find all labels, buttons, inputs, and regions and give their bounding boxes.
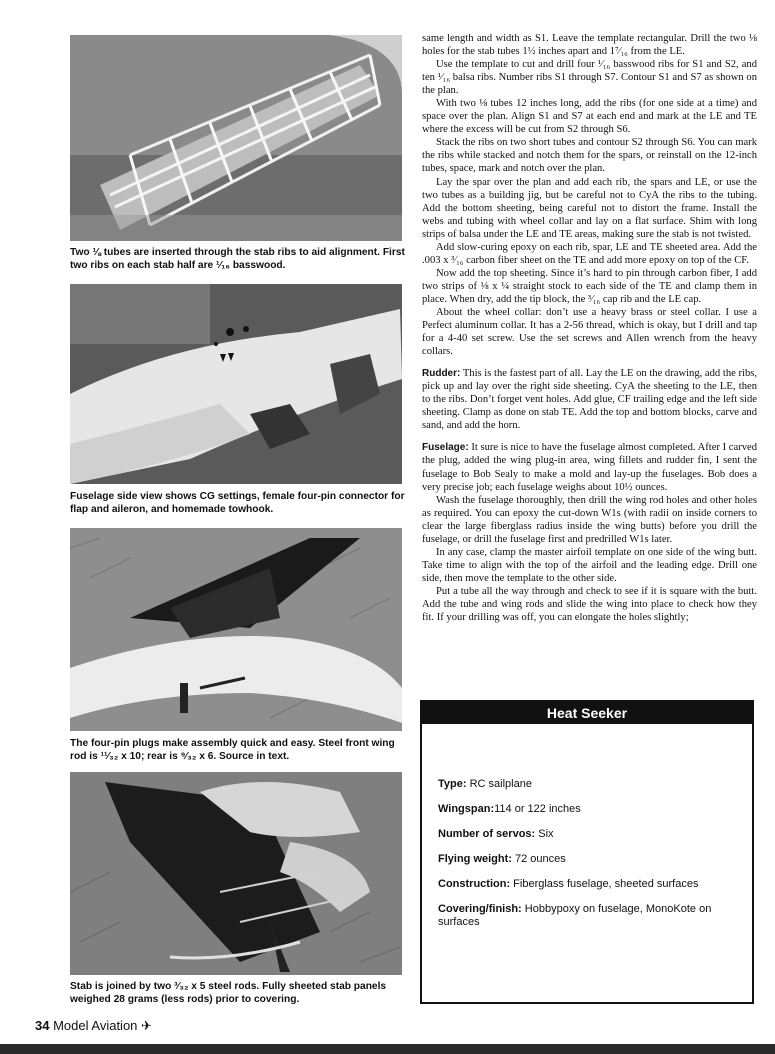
spec-sidebar	[420, 700, 754, 1004]
rudder-text: This is the fastest part of all. Lay the LE on the drawing, add the ribs, pick up and lay over the right side sheeting. CyA the sheeting to the LE, then to the ribs. Don’t forget vent holes. Add glue, CF trailing edge and the left side sheeting. Clamp as done on stab TE. Add the top and bottom blocks, carve and sand, and add the horn.	[422, 368, 758, 432]
spec-label: Flying weight:	[438, 853, 512, 865]
article-paragraph: Lay the spar over the plan and add each rib, the spars and LE, or use the two tubes as a building jig, but be careful not to CyA the ribs to the tubing. Add the bottom sheeting, being careful not to distort the frame. Install the webs and tubing with wheel collar and lay on a flat surface. Shim with long strips of balsa under the LE and TE areas, making sure the stab is not twisted.	[422, 176, 757, 240]
article-body	[422, 32, 757, 624]
spec-value: Fiberglass fuselage, sheeted surfaces	[513, 878, 699, 890]
article-paragraph: Wash the fuselage thoroughly, then drill the wing rod holes and other holes as required. You can epoxy the cut-down W1s (with radii on inside corners to clear the large fiberglass radius inside the wing butts) before you drill the fuselage, or drill the fuselage first and predrilled W1s later.	[422, 494, 757, 545]
magazine-name: Model Aviation	[53, 1018, 138, 1033]
airplane-icon: ✈	[141, 1018, 152, 1033]
article-paragraph: Stack the ribs on two short tubes and contour S2 through S6. You can mark the ribs while stacked and notch them for the spars, or reinstall on the 12-inch tubes, space, mark and notch over the plan.	[422, 137, 757, 175]
article-paragraph: In any case, clamp the master airfoil template on one side of the wing butt. Take time to align with the top of the airfoil and the leading edge. Drill one side, then move the template to the other side.	[422, 546, 757, 584]
plugs-photo	[70, 528, 402, 731]
stab-ribs-caption: Two ⅛ tubes are inserted through the stab ribs to aid alignment. First two ribs on each stab half are ¹⁄₁₆ basswood.	[70, 247, 405, 271]
spec-list	[438, 778, 738, 941]
page-footer	[35, 1018, 152, 1034]
stab-panel-photo	[70, 772, 402, 975]
spec-weight	[438, 853, 738, 866]
spec-type	[438, 778, 738, 791]
article-paragraph: With two ⅛ tubes 12 inches long, add the ribs (for one side at a time) and space over the plan. Align S1 and S7 at each end and mark at the LE and TE where the excess will be cut from S2 through S6.	[422, 98, 757, 136]
article-paragraph: Put a tube all the way through and check to see if it is square with the butt. Add the tube and wing rods and slide the wing into place to check how they fit. If your drilling was off, you can elongate the holes slightly;	[422, 585, 757, 624]
spec-value: Six	[538, 828, 554, 840]
sidebar-title: Heat Seeker	[422, 702, 752, 724]
spec-label: Wingspan:	[438, 803, 495, 815]
fuselage-photo	[70, 284, 402, 484]
spec-value: RC sailplane	[469, 778, 532, 790]
spec-label: Covering/finish:	[438, 903, 522, 915]
fuselage-heading: Fuselage:	[422, 442, 469, 454]
rudder-section	[422, 367, 757, 432]
spec-label: Number of servos:	[438, 828, 536, 840]
rudder-heading: Rudder:	[422, 368, 461, 380]
plugs-caption: The four-pin plugs make assembly quick and easy. Steel front wing rod is ¹¹⁄₃₂ x 10; rear is ⁹⁄₃₂ x 6. Source in text.	[70, 738, 395, 762]
spec-covering	[438, 903, 738, 929]
fuselage-text: It sure is nice to have the fuselage almost completed. After I carved the plug, added the wing plug-in area, wing fillets and rudder fin, I sent the fuselage to Bob Sealy to make a mold and lay-up the fuselages. Bob does a very precise job; each fuselage weighs about 10½ ounces.	[422, 442, 757, 493]
fuselage-section	[422, 441, 757, 493]
spec-value: Hobbypoxy on fuselage, MonoKote on surfaces	[438, 903, 712, 928]
page-number: 34	[35, 1018, 50, 1033]
spec-label: Type:	[438, 778, 467, 790]
bottom-edge-bar	[0, 1044, 775, 1054]
article-paragraph: Now add the top sheeting. Since it’s hard to pin through carbon fiber, I add two strips of ⅛ x ¼ straight stock to each side of the TE and clamp them in place. When dry, add the tip block, the ³⁄₁₆ cap rib and the LE cap.	[422, 267, 757, 305]
spec-label: Construction:	[438, 878, 511, 890]
article-paragraph: Use the template to cut and drill four ¹⁄₁₆ basswood ribs for S1 and S2, and ten ¹⁄₁₆ balsa ribs. Number ribs S1 through S7. Contour S1 and S7 as shown on the plan.	[422, 59, 757, 97]
article-paragraph: About the wheel collar: don’t use a heavy brass or steel collar. I use a Perfect aluminum collar. It has a 2-56 thread, which is okay, but I drill and tap for a 4-40 set screw. Use the set screws and Allen wrench from the heavy collars.	[422, 306, 757, 358]
spec-construction	[438, 878, 738, 891]
article-paragraph: Add slow-curing epoxy on each rib, spar, LE and TE sheeted area. Add the .003 x ³⁄₁₆ carbon fiber sheet on the TE and add more epoxy on top of the CF.	[422, 241, 757, 266]
spec-servos	[438, 828, 738, 841]
fuselage-caption: Fuselage side view shows CG settings, female four-pin connector for flap and aileron, and homemade towhook.	[70, 491, 405, 515]
spec-wingspan	[438, 803, 738, 816]
stab-panel-caption: Stab is joined by two ³⁄₃₂ x 5 steel rods. Fully sheeted stab panels weighed 28 grams (less rods) prior to covering.	[70, 981, 387, 1005]
stab-ribs-photo	[70, 35, 402, 241]
spec-value: 72 ounces	[515, 853, 566, 865]
article-paragraph: same length and width as S1. Leave the template rectangular. Drill the two ⅛ holes for the stab tubes 1½ inches apart and 1⁷⁄₁₆ from the LE.	[422, 33, 757, 58]
spec-value: 114 or 122 inches	[494, 803, 581, 815]
